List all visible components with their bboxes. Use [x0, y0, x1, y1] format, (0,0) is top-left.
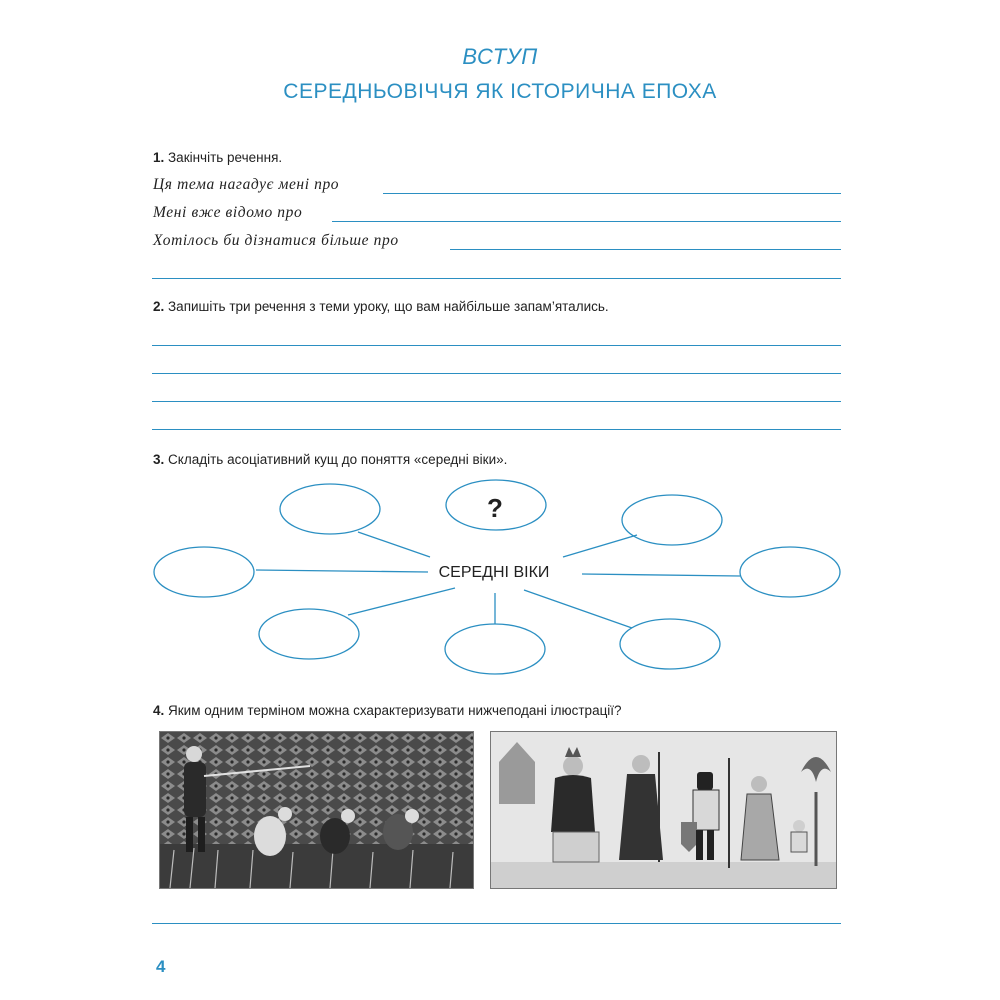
page-title: СЕРЕДНЬОВІЧЧЯ ЯК ІСТОРИЧНА ЕПОХА — [283, 80, 717, 103]
connector-bottom-left — [348, 588, 455, 615]
bubble-top-left[interactable] — [280, 484, 380, 534]
task-2-number: 2. — [153, 299, 165, 314]
bubble-top-right[interactable] — [622, 495, 722, 545]
task-4-instruction: Яким одним терміном можна схарактеризувати нижчеподані ілюстрації? — [168, 703, 622, 718]
section-label: ВСТУП — [462, 44, 538, 69]
bubble-bottom-right[interactable] — [620, 619, 720, 669]
page-number: 4 — [156, 957, 166, 976]
court-illustration — [490, 731, 837, 889]
task-3-number: 3. — [153, 452, 165, 467]
task-4-number: 4. — [153, 703, 165, 718]
connector-left — [256, 570, 428, 572]
bubble-bottom-left[interactable] — [259, 609, 359, 659]
prompt-2: Мені вже відомо про — [153, 204, 303, 221]
harvest-illustration — [159, 731, 474, 889]
connector-top-right — [563, 535, 637, 557]
connector-top-left — [358, 532, 430, 557]
task-2-instruction: Запишіть три речення з теми уроку, що вам найбільше запам’ятались. — [168, 299, 609, 314]
connector-bottom-right — [524, 590, 632, 628]
question-mark: ? — [487, 493, 503, 523]
bubble-bottom[interactable] — [445, 624, 545, 674]
task-4-answer-line[interactable] — [152, 923, 841, 924]
connector-right — [582, 574, 740, 576]
bubble-right[interactable] — [740, 547, 840, 597]
bubble-left[interactable] — [154, 547, 254, 597]
prompt-1: Ця тема нагадує мені про — [153, 176, 340, 193]
center-concept: СЕРЕДНІ ВІКИ — [438, 564, 550, 581]
task-4-heading — [153, 703, 622, 718]
task-1-number: 1. — [153, 150, 165, 165]
task-1-instruction: Закінчіть речення. — [168, 150, 283, 165]
prompt-3: Хотілось би дізнатися більше про — [153, 232, 399, 249]
task-3-instruction: Складіть асоціативний кущ до поняття «середні віки». — [168, 452, 508, 467]
